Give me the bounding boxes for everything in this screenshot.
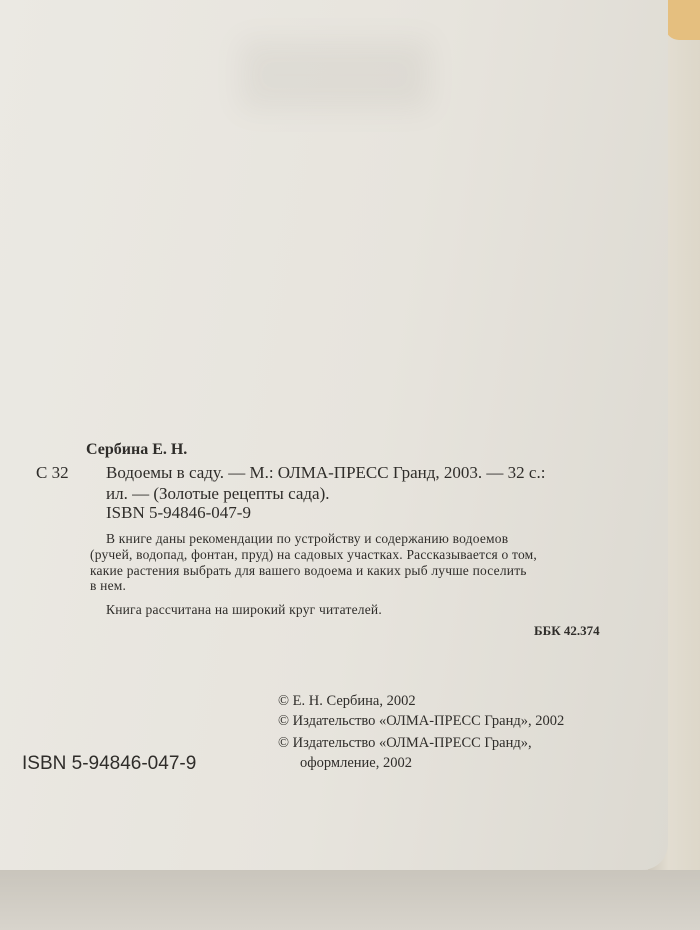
annotation-line-3: какие растения выбрать для вашего водоема и каких рыб лучше поселить bbox=[90, 563, 527, 578]
copyright-publisher: © Издательство «ОЛМА-ПРЕСС Гранд», 2002 bbox=[278, 713, 565, 729]
annotation-line-1: В книге даны рекомендации по устройству и содержанию водоемов bbox=[106, 531, 509, 546]
annotation-line-2: (ручей, водопад, фонтан, пруд) на садовых участках. Рассказывается о том, bbox=[90, 547, 537, 562]
copyright-design-year: оформление, 2002 bbox=[300, 755, 412, 771]
copyright-design: © Издательство «ОЛМА-ПРЕСС Гранд», bbox=[278, 735, 532, 751]
annotation-audience: Книга рассчитана на широкий круг читателей. bbox=[106, 602, 382, 617]
isbn-record: ISBN 5-94846-047-9 bbox=[106, 503, 251, 522]
bibliographic-title-line-1: Водоемы в саду. — М.: ОЛМА-ПРЕСС Гранд, 2003. — 32 с.: bbox=[106, 463, 546, 482]
isbn-bottom: ISBN 5-94846-047-9 bbox=[22, 753, 197, 774]
bleed-through-print bbox=[240, 40, 430, 110]
page-bottom-shadow bbox=[0, 870, 700, 930]
copyright-author: © Е. Н. Сербина, 2002 bbox=[278, 693, 416, 709]
next-page-color-tab bbox=[665, 0, 700, 40]
bibliographic-title-line-2: ил. — (Золотые рецепты сада). bbox=[106, 484, 330, 503]
author-name: Сербина Е. Н. bbox=[86, 441, 188, 458]
bbk-code: ББК 42.374 bbox=[534, 623, 600, 638]
library-code: С 32 bbox=[36, 463, 69, 482]
annotation-line-4: в нем. bbox=[90, 578, 127, 593]
